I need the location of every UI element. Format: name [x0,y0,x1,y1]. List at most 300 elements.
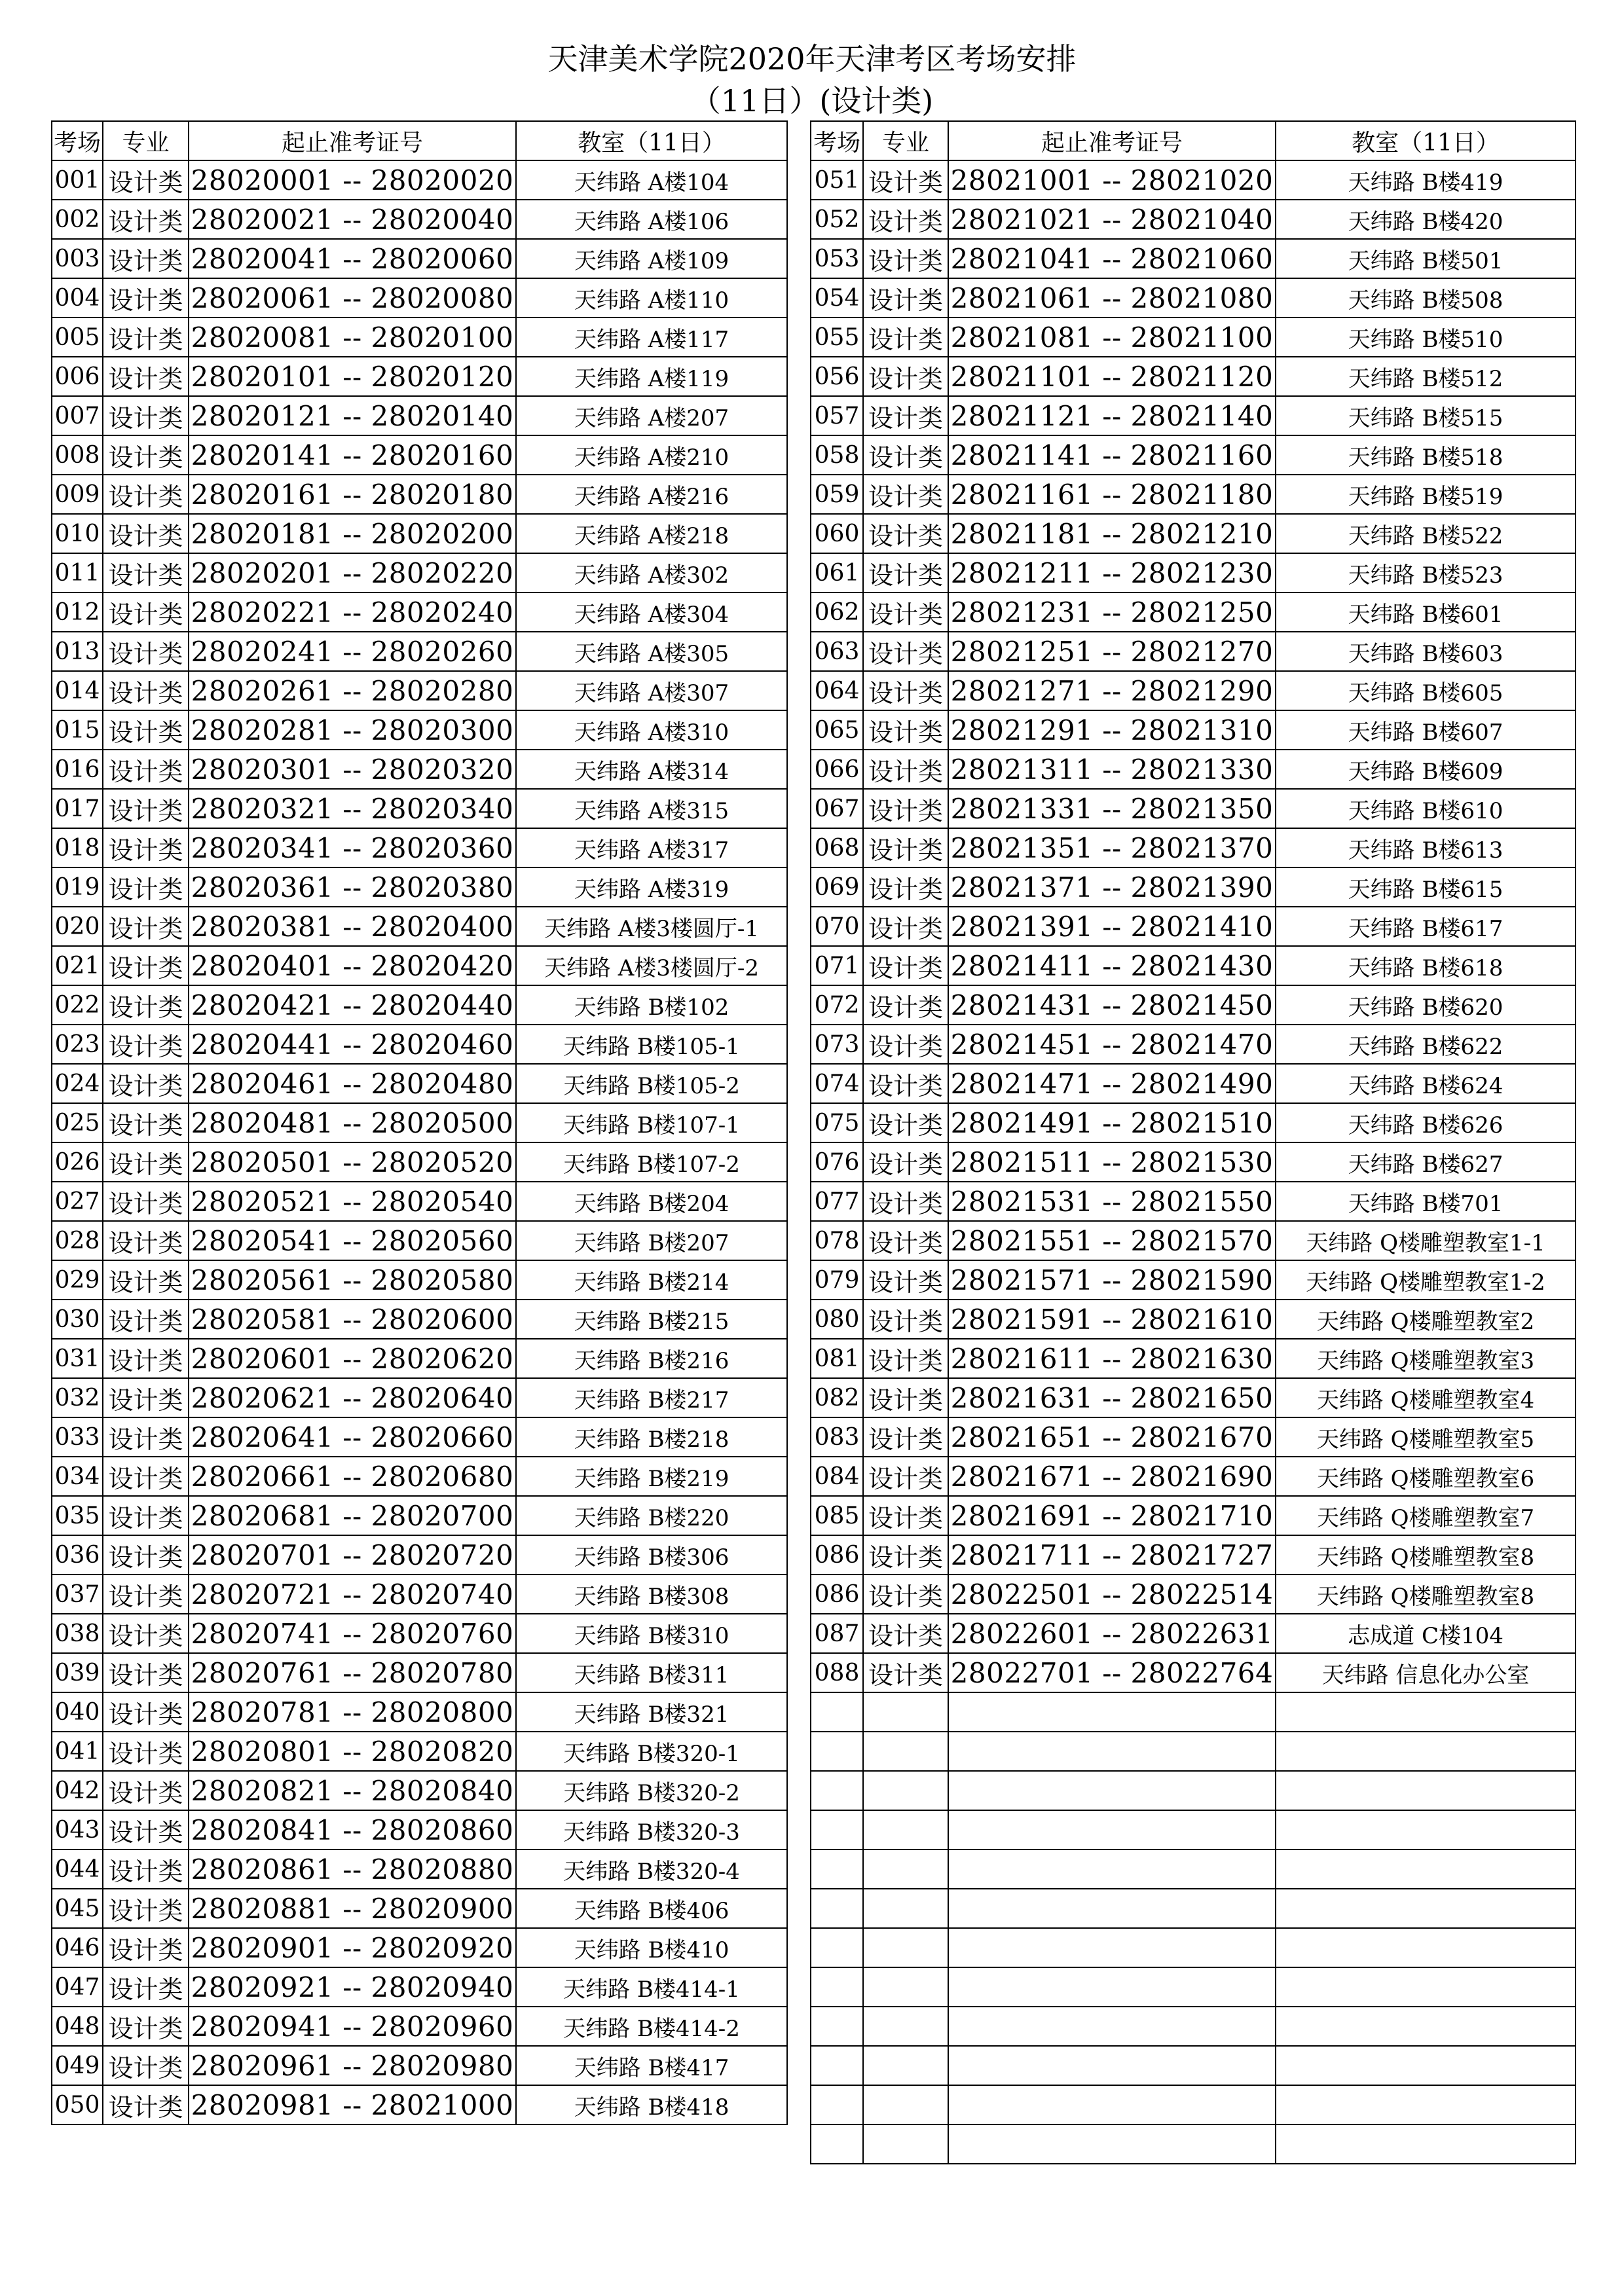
major-cell: 设计类 [863,1457,948,1496]
table-row [811,671,1576,710]
ticket-range-cell: 28020201 -- 28020220 [189,553,516,592]
ticket-range-cell: 28020981 -- 28021000 [189,2085,516,2124]
ticket-range-cell: 28020561 -- 28020580 [189,1260,516,1300]
classroom-cell: 天纬路 B楼107-1 [516,1103,787,1142]
ticket-range-cell: 28021471 -- 28021490 [948,1064,1276,1103]
classroom-cell: 天纬路 Q楼雕塑教室2 [1276,1300,1576,1339]
classroom-cell: 天纬路 B楼613 [1276,828,1576,867]
table-row [811,1967,1576,2007]
room-number-cell: 055 [811,318,863,357]
room-number-cell: 041 [52,1732,103,1771]
room-number-cell: 032 [52,1378,103,1417]
classroom-cell: 天纬路 B楼512 [1276,357,1576,396]
major-cell: 设计类 [103,1810,189,1850]
table-row [811,1260,1576,1300]
room-number-cell: 023 [52,1025,103,1064]
header-range: 起止准考证号 [189,121,516,160]
major-cell [863,1967,948,2007]
ticket-range-cell: 28020241 -- 28020260 [189,632,516,671]
ticket-range-cell: 28021271 -- 28021290 [948,671,1276,710]
room-number-cell: 021 [52,946,103,985]
table-row [811,1850,1576,1889]
ticket-range-cell: 28020301 -- 28020320 [189,750,516,789]
ticket-range-cell: 28020901 -- 28020920 [189,1928,516,1967]
table-row [52,2085,787,2124]
ticket-range-cell: 28021331 -- 28021350 [948,789,1276,828]
table-row [52,789,787,828]
ticket-range-cell: 28020121 -- 28020140 [189,396,516,435]
table-row [811,1300,1576,1339]
room-number-cell: 064 [811,671,863,710]
classroom-cell: 天纬路 B楼627 [1276,1142,1576,1182]
room-number-cell: 084 [811,1457,863,1496]
major-cell: 设计类 [863,278,948,318]
classroom-cell [1276,1692,1576,1732]
table-row [811,1103,1576,1142]
major-cell: 设计类 [103,1339,189,1378]
major-cell [863,1771,948,1810]
ticket-range-cell [948,2046,1276,2085]
major-cell: 设计类 [103,1967,189,2007]
room-number-cell: 019 [52,867,103,907]
ticket-range-cell: 28020281 -- 28020300 [189,710,516,750]
table-row [811,1575,1576,1614]
room-number-cell: 050 [52,2085,103,2124]
ticket-range-cell: 28022501 -- 28022514 [948,1575,1276,1614]
major-cell: 设计类 [103,1260,189,1300]
classroom-cell: 天纬路 B楼515 [1276,396,1576,435]
room-number-cell: 067 [811,789,863,828]
table-row [52,396,787,435]
classroom-cell: 天纬路 Q楼雕塑教室1-1 [1276,1221,1576,1260]
room-number-cell: 043 [52,1810,103,1850]
room-number-cell: 005 [52,318,103,357]
classroom-cell: 天纬路 A楼109 [516,239,787,278]
table-row [811,1064,1576,1103]
room-number-cell [811,1967,863,2007]
major-cell [863,1810,948,1850]
ticket-range-cell [948,2085,1276,2124]
room-number-cell: 012 [52,592,103,632]
classroom-cell [1276,1850,1576,1889]
ticket-range-cell [948,1967,1276,2007]
ticket-range-cell [948,2124,1276,2164]
ticket-range-cell: 28020881 -- 28020900 [189,1889,516,1928]
table-row [52,1810,787,1850]
major-cell: 设计类 [863,671,948,710]
table-row [52,1575,787,1614]
room-number-cell: 045 [52,1889,103,1928]
table-row [811,985,1576,1025]
classroom-cell: 天纬路 B楼306 [516,1535,787,1575]
ticket-range-cell: 28021311 -- 28021330 [948,750,1276,789]
classroom-cell [1276,2085,1576,2124]
room-number-cell: 011 [52,553,103,592]
ticket-range-cell [948,1692,1276,1732]
classroom-cell: 天纬路 A楼104 [516,160,787,200]
table-row [52,1614,787,1653]
room-number-cell: 082 [811,1378,863,1417]
table-row [811,1928,1576,1967]
table-row [811,946,1576,985]
major-cell: 设计类 [863,632,948,671]
ticket-range-cell: 28021711 -- 28021727 [948,1535,1276,1575]
room-number-cell: 069 [811,867,863,907]
room-number-cell: 003 [52,239,103,278]
classroom-cell: 天纬路 Q楼雕塑教室5 [1276,1417,1576,1457]
major-cell: 设计类 [103,867,189,907]
ticket-range-cell: 28020841 -- 28020860 [189,1810,516,1850]
room-number-cell: 047 [52,1967,103,2007]
major-cell: 设计类 [103,396,189,435]
classroom-cell: 志成道 C楼104 [1276,1614,1576,1653]
major-cell: 设计类 [863,1496,948,1535]
ticket-range-cell: 28021041 -- 28021060 [948,239,1276,278]
classroom-cell: 天纬路 B楼419 [1276,160,1576,200]
header-major: 专业 [863,121,948,160]
schedule-table-right [810,120,1576,2164]
ticket-range-cell: 28020021 -- 28020040 [189,200,516,239]
major-cell: 设计类 [863,1575,948,1614]
table-row [811,1810,1576,1850]
ticket-range-cell: 28021021 -- 28021040 [948,200,1276,239]
major-cell: 设计类 [103,160,189,200]
room-number-cell: 086 [811,1575,863,1614]
major-cell: 设计类 [863,907,948,946]
table-row [52,828,787,867]
table-row [52,1260,787,1300]
major-cell: 设计类 [103,1103,189,1142]
page-subtitle: （11日）(设计类) [690,83,934,118]
table-row [811,475,1576,514]
classroom-cell: 天纬路 B楼414-1 [516,1967,787,2007]
classroom-cell: 天纬路 Q楼雕塑教室8 [1276,1575,1576,1614]
ticket-range-cell: 28020761 -- 28020780 [189,1653,516,1692]
classroom-cell: 天纬路 B楼624 [1276,1064,1576,1103]
room-number-cell: 002 [52,200,103,239]
major-cell: 设计类 [103,632,189,671]
classroom-cell: 天纬路 B楼207 [516,1221,787,1260]
table-row [52,1378,787,1417]
major-cell: 设计类 [103,1850,189,1889]
major-cell [863,1732,948,1771]
major-cell: 设计类 [863,1221,948,1260]
room-number-cell: 085 [811,1496,863,1535]
ticket-range-cell: 28021061 -- 28021080 [948,278,1276,318]
ticket-range-cell: 28021081 -- 28021100 [948,318,1276,357]
table-row [52,750,787,789]
table-row [52,710,787,750]
ticket-range-cell: 28020101 -- 28020120 [189,357,516,396]
header-room: 考场 [811,121,863,160]
major-cell: 设计类 [863,200,948,239]
ticket-range-cell [948,1889,1276,1928]
major-cell: 设计类 [863,946,948,985]
header-major: 专业 [103,121,189,160]
room-number-cell [811,2085,863,2124]
room-number-cell: 018 [52,828,103,867]
room-number-cell: 046 [52,1928,103,1967]
table-row [811,1732,1576,1771]
ticket-range-cell: 28021571 -- 28021590 [948,1260,1276,1300]
table-row [52,1221,787,1260]
table-row [52,2007,787,2046]
room-number-cell [811,1771,863,1810]
major-cell: 设计类 [863,1064,948,1103]
ticket-range-cell: 28020721 -- 28020740 [189,1575,516,1614]
table-header-row [52,121,787,160]
room-number-cell: 077 [811,1182,863,1221]
room-number-cell: 078 [811,1221,863,1260]
major-cell: 设计类 [863,160,948,200]
room-number-cell: 087 [811,1614,863,1653]
table-row [811,200,1576,239]
classroom-cell: 天纬路 B楼320-2 [516,1771,787,1810]
major-cell: 设计类 [103,318,189,357]
classroom-cell: 天纬路 B楼320-1 [516,1732,787,1771]
table-row [811,318,1576,357]
classroom-cell [1276,2124,1576,2164]
ticket-range-cell: 28021121 -- 28021140 [948,396,1276,435]
ticket-range-cell: 28020781 -- 28020800 [189,1692,516,1732]
major-cell: 设计类 [103,1535,189,1575]
classroom-cell: 天纬路 A楼302 [516,553,787,592]
ticket-range-cell: 28021181 -- 28021210 [948,514,1276,553]
ticket-range-cell: 28021291 -- 28021310 [948,710,1276,750]
table-row [52,907,787,946]
ticket-range-cell: 28022601 -- 28022631 [948,1614,1276,1653]
major-cell: 设计类 [863,1103,948,1142]
schedule-table-left [51,120,788,2125]
room-number-cell: 030 [52,1300,103,1339]
ticket-range-cell: 28020181 -- 28020200 [189,514,516,553]
major-cell: 设计类 [103,1889,189,1928]
table-row [811,789,1576,828]
classroom-cell [1276,2007,1576,2046]
classroom-cell: 天纬路 Q楼雕塑教室1-2 [1276,1260,1576,1300]
major-cell: 设计类 [863,867,948,907]
table-row [52,946,787,985]
room-number-cell: 031 [52,1339,103,1378]
classroom-cell: 天纬路 B楼204 [516,1182,787,1221]
ticket-range-cell: 28021691 -- 28021710 [948,1496,1276,1535]
table-row [52,357,787,396]
major-cell [863,2046,948,2085]
ticket-range-cell: 28021391 -- 28021410 [948,907,1276,946]
ticket-range-cell: 28021611 -- 28021630 [948,1339,1276,1378]
table-row [52,200,787,239]
classroom-cell [1276,1771,1576,1810]
major-cell: 设计类 [863,1142,948,1182]
major-cell: 设计类 [103,2007,189,2046]
room-number-cell: 074 [811,1064,863,1103]
table-row [52,592,787,632]
ticket-range-cell: 28020081 -- 28020100 [189,318,516,357]
table-row [811,239,1576,278]
room-number-cell: 080 [811,1300,863,1339]
classroom-cell: 天纬路 B楼620 [1276,985,1576,1025]
ticket-range-cell: 28020921 -- 28020940 [189,1967,516,2007]
ticket-range-cell [948,1928,1276,1967]
major-cell: 设计类 [863,1653,948,1692]
major-cell: 设计类 [863,592,948,632]
classroom-cell: 天纬路 B楼420 [1276,200,1576,239]
classroom-cell: 天纬路 B楼220 [516,1496,787,1535]
room-number-cell: 006 [52,357,103,396]
table-row [811,867,1576,907]
major-cell [863,2124,948,2164]
major-cell: 设计类 [863,514,948,553]
ticket-range-cell: 28020541 -- 28020560 [189,1221,516,1260]
ticket-range-cell: 28020681 -- 28020700 [189,1496,516,1535]
major-cell: 设计类 [863,1182,948,1221]
room-number-cell: 013 [52,632,103,671]
classroom-cell: 天纬路 A楼106 [516,200,787,239]
table-row [811,396,1576,435]
room-number-cell: 008 [52,435,103,475]
ticket-range-cell: 28020161 -- 28020180 [189,475,516,514]
major-cell: 设计类 [103,1025,189,1064]
ticket-range-cell: 28020381 -- 28020400 [189,907,516,946]
table-row [52,553,787,592]
ticket-range-cell: 28020861 -- 28020880 [189,1850,516,1889]
room-number-cell: 051 [811,160,863,200]
major-cell: 设计类 [863,435,948,475]
major-cell: 设计类 [863,710,948,750]
major-cell [863,1889,948,1928]
classroom-cell: 天纬路 B楼522 [1276,514,1576,553]
classroom-cell: 天纬路 Q楼雕塑教室6 [1276,1457,1576,1496]
table-row [52,1850,787,1889]
room-number-cell: 072 [811,985,863,1025]
classroom-cell: 天纬路 B楼310 [516,1614,787,1653]
classroom-cell: 天纬路 B楼701 [1276,1182,1576,1221]
classroom-cell: 天纬路 A楼216 [516,475,787,514]
major-cell: 设计类 [103,907,189,946]
room-number-cell: 053 [811,239,863,278]
major-cell: 设计类 [103,2046,189,2085]
ticket-range-cell: 28020961 -- 28020980 [189,2046,516,2085]
classroom-cell: 天纬路 B楼601 [1276,592,1576,632]
ticket-range-cell: 28020941 -- 28020960 [189,2007,516,2046]
classroom-cell: 天纬路 A楼305 [516,632,787,671]
major-cell: 设计类 [103,1771,189,1810]
ticket-range-cell: 28020221 -- 28020240 [189,592,516,632]
ticket-range-cell: 28020501 -- 28020520 [189,1142,516,1182]
room-number-cell: 057 [811,396,863,435]
table-row [811,2085,1576,2124]
ticket-range-cell: 28020041 -- 28020060 [189,239,516,278]
room-number-cell [811,1732,863,1771]
table-row [52,475,787,514]
table-row [811,1771,1576,1810]
ticket-range-cell: 28020401 -- 28020420 [189,946,516,985]
major-cell: 设计类 [103,2085,189,2124]
classroom-cell: 天纬路 B楼610 [1276,789,1576,828]
room-number-cell: 004 [52,278,103,318]
room-number-cell: 071 [811,946,863,985]
table-row [52,1535,787,1575]
classroom-cell: 天纬路 Q楼雕塑教室8 [1276,1535,1576,1575]
table-row [811,1339,1576,1378]
table-row [811,2046,1576,2085]
room-number-cell [811,2007,863,2046]
classroom-cell: 天纬路 Q楼雕塑教室7 [1276,1496,1576,1535]
classroom-cell: 天纬路 B楼626 [1276,1103,1576,1142]
table-row [52,2046,787,2085]
table-row [811,2007,1576,2046]
table-row [811,435,1576,475]
room-number-cell: 001 [52,160,103,200]
major-cell: 设计类 [863,396,948,435]
room-number-cell: 076 [811,1142,863,1182]
ticket-range-cell: 28021251 -- 28021270 [948,632,1276,671]
table-row [52,239,787,278]
table-row [811,1653,1576,1692]
classroom-cell: 天纬路 B楼617 [1276,907,1576,946]
classroom-cell [1276,2046,1576,2085]
ticket-range-cell: 28021351 -- 28021370 [948,828,1276,867]
room-number-cell: 066 [811,750,863,789]
major-cell: 设计类 [863,1339,948,1378]
room-number-cell: 022 [52,985,103,1025]
room-number-cell: 059 [811,475,863,514]
major-cell: 设计类 [863,789,948,828]
table-row [811,1221,1576,1260]
table-row [811,592,1576,632]
room-number-cell: 017 [52,789,103,828]
classroom-cell: 天纬路 A楼3楼圆厅-1 [516,907,787,946]
table-row [811,907,1576,946]
room-number-cell: 024 [52,1064,103,1103]
ticket-range-cell: 28020801 -- 28020820 [189,1732,516,1771]
major-cell: 设计类 [103,1457,189,1496]
major-cell: 设计类 [103,1614,189,1653]
classroom-cell: 天纬路 B楼508 [1276,278,1576,318]
ticket-range-cell: 28021371 -- 28021390 [948,867,1276,907]
classroom-cell: 天纬路 B楼105-2 [516,1064,787,1103]
room-number-cell [811,1928,863,1967]
major-cell: 设计类 [863,750,948,789]
major-cell: 设计类 [863,1025,948,1064]
room-number-cell: 020 [52,907,103,946]
classroom-cell: 天纬路 Q楼雕塑教室4 [1276,1378,1576,1417]
classroom-cell: 天纬路 B楼618 [1276,946,1576,985]
table-row [811,1417,1576,1457]
ticket-range-cell: 28020581 -- 28020600 [189,1300,516,1339]
room-number-cell: 025 [52,1103,103,1142]
table-row [811,750,1576,789]
major-cell: 设计类 [103,435,189,475]
ticket-range-cell: 28020341 -- 28020360 [189,828,516,867]
room-number-cell: 062 [811,592,863,632]
major-cell [863,1928,948,1967]
major-cell: 设计类 [103,1653,189,1692]
ticket-range-cell: 28020481 -- 28020500 [189,1103,516,1142]
room-number-cell: 086 [811,1535,863,1575]
classroom-cell: 天纬路 B楼410 [516,1928,787,1967]
major-cell: 设计类 [863,553,948,592]
major-cell: 设计类 [103,357,189,396]
room-number-cell: 061 [811,553,863,592]
ticket-range-cell: 28020601 -- 28020620 [189,1339,516,1378]
table-row [52,1300,787,1339]
table-row [811,1614,1576,1653]
ticket-range-cell: 28021551 -- 28021570 [948,1221,1276,1260]
classroom-cell: 天纬路 A楼207 [516,396,787,435]
table-row [811,1496,1576,1535]
room-number-cell: 048 [52,2007,103,2046]
